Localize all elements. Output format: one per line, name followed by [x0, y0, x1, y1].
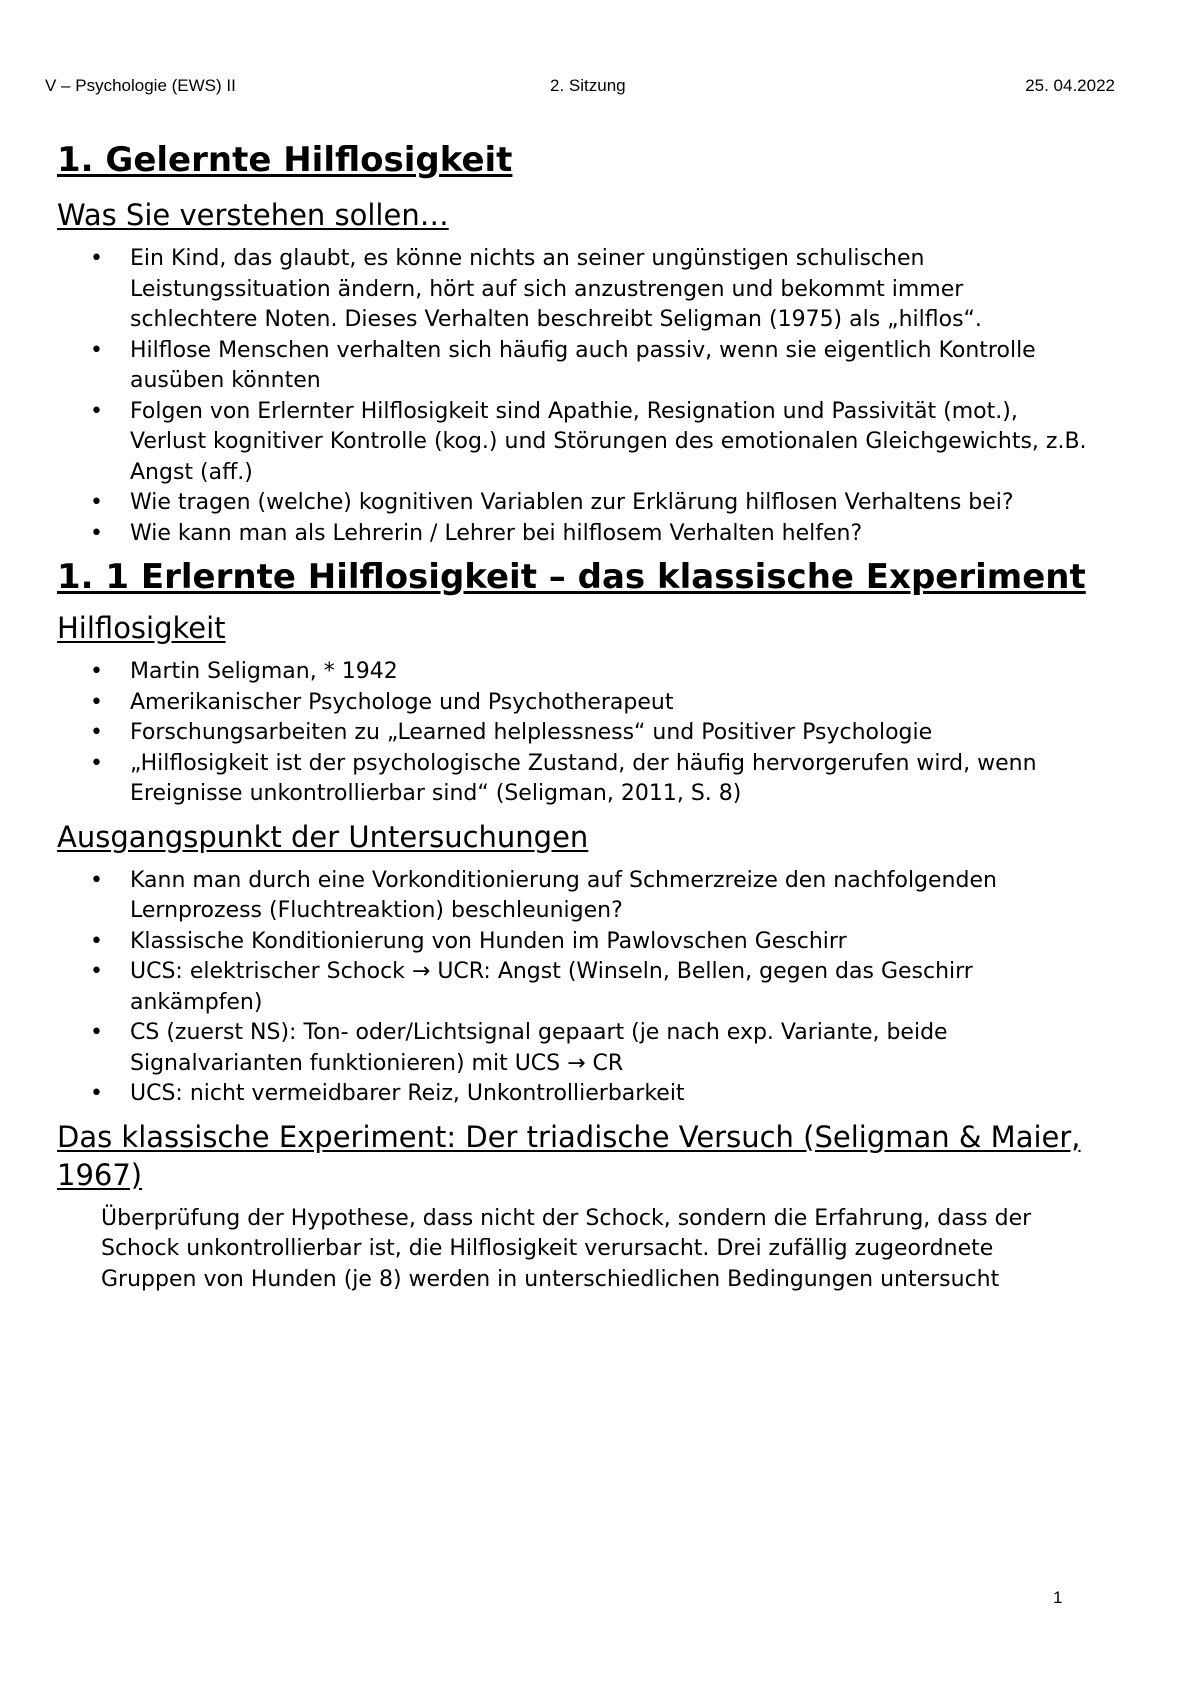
- bullet-icon: •: [90, 337, 103, 363]
- list-item: • Hilflose Menschen verhalten sich häufig auch passiv, wenn sie eigentlich Kontrolle ausüben könnten: [90, 337, 1036, 393]
- list-item: • Martin Seligman, * 1942: [57, 657, 1087, 688]
- hilflosigkeit-heading: Hilflosigkeit: [57, 611, 226, 645]
- list-item: • Amerikanischer Psychologe und Psychotherapeut: [57, 688, 1087, 719]
- page-number: 1: [1053, 1588, 1063, 1607]
- learning-goals-list: [57, 244, 1087, 549]
- ausgangspunkt-list: [57, 866, 1087, 1110]
- header-date: 25. 04.2022: [1025, 76, 1115, 95]
- list-item: • UCS: nicht vermeidbarer Reiz, Unkontrollierbarkeit: [57, 1079, 1087, 1110]
- bullet-icon: •: [90, 959, 103, 984]
- bullet-icon: •: [90, 1020, 103, 1045]
- list-item: • UCS: elektrischer Schock → UCR: Angst (Winseln, Bellen, gegen das Geschirr ankämpfen): [90, 959, 973, 1015]
- list-item: • Wie kann man als Lehrerin / Lehrer bei hilflosem Verhalten helfen?: [57, 519, 1087, 550]
- ausgangspunkt-heading: Ausgangspunkt der Untersuchungen: [57, 819, 589, 854]
- bullet-icon: •: [90, 689, 103, 715]
- bullet-icon: •: [90, 490, 103, 515]
- bullet-icon: •: [90, 720, 103, 745]
- bullet-icon: •: [90, 1081, 103, 1106]
- hilflosigkeit-list: [57, 657, 1087, 810]
- list-item: • Klassische Konditionierung von Hunden im Pawlovschen Geschirr: [57, 927, 1087, 958]
- bullet-icon: •: [90, 750, 103, 776]
- bullet-icon: •: [90, 520, 103, 546]
- header-course-title: V – Psychologie (EWS) II: [45, 76, 236, 95]
- list-item: • Wie tragen (welche) kognitiven Variablen zur Erklärung hilflosen Verhaltens bei?: [57, 488, 1087, 519]
- list-item: • CS (zuerst NS): Ton- oder/Lichtsignal gepaart (je nach exp. Variante, beide Signalvarianten funktionieren) mit UCS → CR: [90, 1020, 948, 1076]
- experiment-paragraph: Überprüfung der Hypothese, dass nicht der Schock, sondern die Erfahrung, dass der Schock unkontrollierbar ist, die Hilflosigkeit verursacht. Drei zufällig zugeordnete Gruppen von Hunden (je 8) werden in unterschiedlichen Bedingungen untersucht: [101, 1205, 1032, 1292]
- experiment-heading: Das klassische Experiment: Der triadische Versuch (Seligman & Maier, 1967): [57, 1119, 1081, 1192]
- bullet-icon: •: [90, 246, 103, 271]
- learning-goals-heading: Was Sie verstehen sollen…: [57, 198, 449, 232]
- header-session: 2. Sitzung: [550, 76, 626, 95]
- document-body: [57, 138, 1087, 1295]
- list-item: • Ein Kind, das glaubt, es könne nichts an seiner ungünstigen schulischen Leistungssituation ändern, hört auf sich anzustrengen und bekommt immer schlechtere Noten. Dieses Verhalten beschreibt Seligman (1975) als „hilflos“.: [90, 246, 982, 332]
- section-1-1-title: 1. 1 Erlernte Hilflosigkeit – das klassische Experiment: [57, 557, 1086, 597]
- page-header: [45, 76, 1115, 102]
- list-item: • „Hilflosigkeit ist der psychologische Zustand, der häufig hervorgerufen wird, wenn Ereignisse unkontrollierbar sind“ (Seligman, 2011, S. 8): [90, 750, 1037, 806]
- list-item: • Kann man durch eine Vorkonditionierung auf Schmerzreize den nachfolgenden Lernprozess (Fluchtreaktion) beschleunigen?: [90, 867, 997, 923]
- bullet-icon: •: [90, 867, 103, 893]
- bullet-icon: •: [90, 928, 103, 954]
- list-item: • Forschungsarbeiten zu „Learned helplessness“ und Positiver Psychologie: [57, 718, 1087, 749]
- section-1-title: 1. Gelernte Hilflosigkeit: [57, 140, 513, 180]
- list-item: • Folgen von Erlernter Hilflosigkeit sind Apathie, Resignation und Passivität (mot.), Verlust kognitiver Kontrolle (kog.) und Störungen des emotionalen Gleichgewichts, z.B. Angst (aff.): [90, 398, 1087, 485]
- bullet-icon: •: [90, 659, 103, 684]
- bullet-icon: •: [90, 398, 103, 424]
